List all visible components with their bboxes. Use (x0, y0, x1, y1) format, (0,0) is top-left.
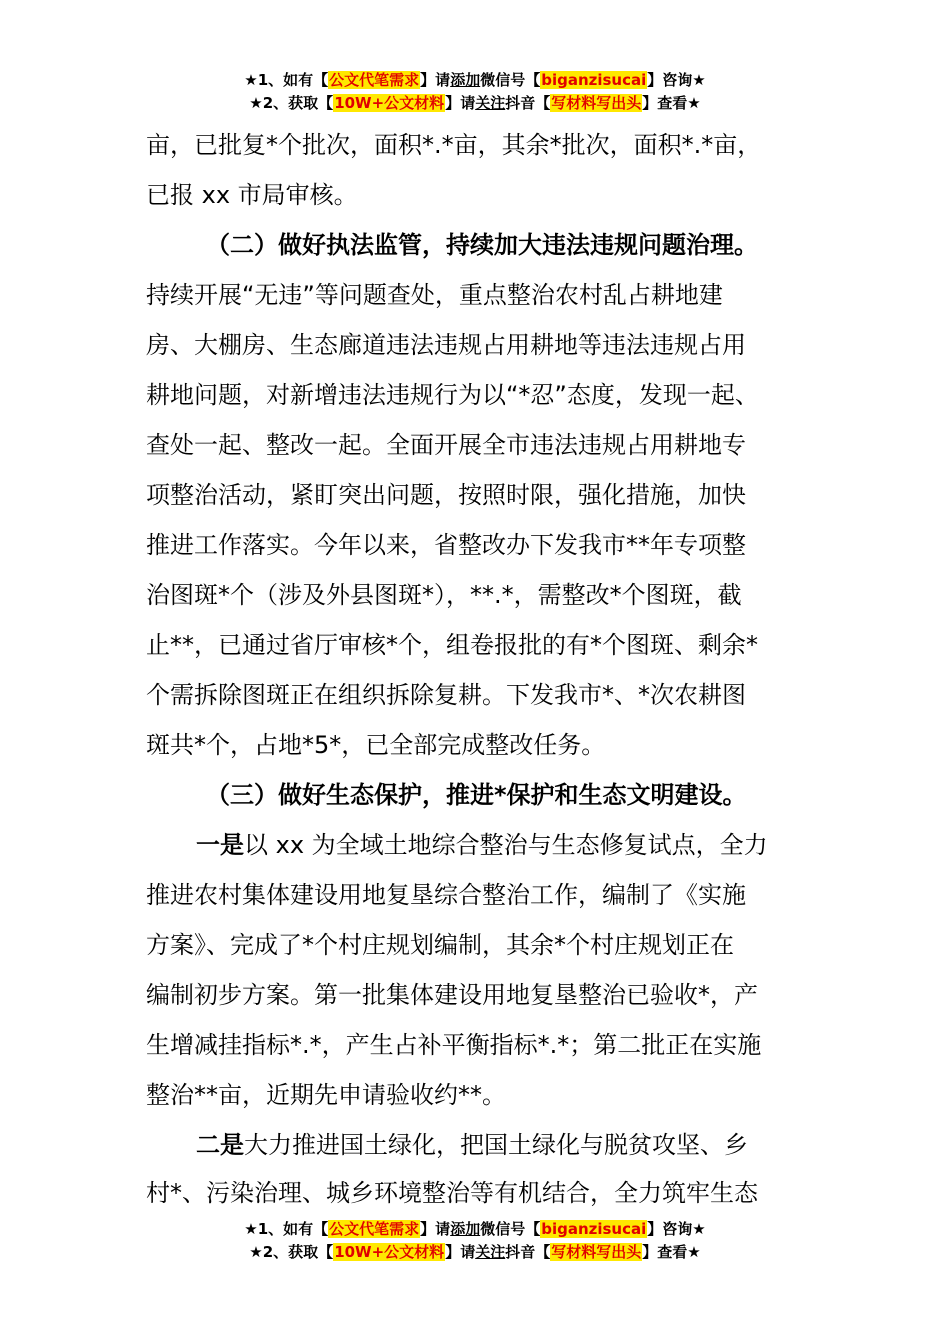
paragraph-line (196, 828, 768, 862)
banner-text: 】咨询★ (647, 1220, 706, 1238)
banner-text: 】请 (445, 94, 476, 112)
paragraph-text: 以 xx 为全域土地综合整治与生态修复试点，全力 (244, 831, 768, 859)
douyin-id-highlight: 写材料写出头 (551, 94, 642, 112)
banner-text: 微信号【 (480, 1220, 541, 1238)
paragraph-line: 项整治活动，紧盯突出问题，按照时限，强化措施，加快 (146, 481, 746, 509)
highlight-label: 10W+公文材料 (334, 94, 445, 112)
paragraph-line: 亩，已批复*个批次，面积*.*亩，其余*批次，面积*.*亩， (146, 131, 762, 159)
paragraph-line: 编制初步方案。第一批集体建设用地复垦整治已验收*，产 (146, 981, 758, 1009)
banner-text: 】请 (445, 1243, 476, 1261)
douyin-id-highlight: 写材料写出头 (551, 1243, 642, 1261)
banner-text: 微信号【 (480, 71, 541, 89)
banner-text: 抖音【 (505, 94, 551, 112)
banner-text: ★2、获取【 (249, 1243, 334, 1261)
wechat-id-highlight: biganzisucai (541, 71, 647, 89)
underlined-text: 添加 (450, 1220, 481, 1238)
highlight-label: 公文代笔需求 (329, 1220, 420, 1238)
paragraph-line: 生增减挂指标*.*，产生占补平衡指标*.*；第二批正在实施 (146, 1031, 762, 1059)
paragraph-line: 耕地问题，对新增违法违规行为以“*忍”态度，发现一起、 (146, 381, 759, 409)
banner-text: 】咨询★ (647, 71, 706, 89)
paragraph-line: 整治**亩，近期先申请验收约**。 (146, 1081, 506, 1109)
paragraph-line: 已报 xx 市局审核。 (146, 181, 358, 209)
paragraph-line: 查处一起、整改一起。全面开展全市违法违规占用耕地专 (146, 431, 746, 459)
footer-banner (0, 1218, 950, 1264)
banner-text: ★1、如有【 (244, 1220, 329, 1238)
paragraph-lead: 二是 (196, 1131, 244, 1159)
paragraph-line: 推进农村集体建设用地复垦综合整治工作，编制了《实施 (146, 881, 746, 909)
banner-text: 】查看★ (642, 94, 701, 112)
paragraph-line (196, 1128, 748, 1162)
banner-line-1 (0, 1218, 950, 1241)
header-banner (0, 69, 950, 115)
paragraph-text: 大力推进国土绿化，把国土绿化与脱贫攻坚、乡 (244, 1131, 748, 1159)
banner-text: ★2、获取【 (249, 94, 334, 112)
banner-text: 】查看★ (642, 1243, 701, 1261)
paragraph-line: 方案》、完成了*个村庄规划编制，其余*个村庄规划正在 (146, 931, 734, 959)
wechat-id-highlight: biganzisucai (541, 1220, 647, 1238)
banner-text: 】请 (420, 71, 451, 89)
paragraph-line: 持续开展“无违”等问题查处，重点整治农村乱占耕地建 (146, 281, 723, 309)
banner-line-1 (0, 69, 950, 92)
paragraph-line: 治图斑*个（涉及外县图斑*），**.*，需整改*个图斑，截 (146, 581, 742, 609)
paragraph-line: 推进工作落实。今年以来，省整改办下发我市**年专项整 (146, 531, 746, 559)
paragraph-lead: 一是 (196, 831, 244, 859)
paragraph-line: 个需拆除图斑正在组织拆除复耕。下发我市*、*次农耕图 (146, 681, 746, 709)
underlined-text: 关注 (475, 94, 506, 112)
banner-text: 】请 (420, 1220, 451, 1238)
underlined-text: 关注 (475, 1243, 506, 1261)
banner-text: ★1、如有【 (244, 71, 329, 89)
section-heading: （二）做好执法监管，持续加大违法违规问题治理。 (206, 231, 758, 259)
highlight-label: 10W+公文材料 (334, 1243, 445, 1261)
banner-line-2 (0, 92, 950, 115)
paragraph-line: 止**，已通过省厅审核*个，组卷报批的有*个图斑、剩余* (146, 631, 758, 659)
paragraph-line: 村*、污染治理、城乡环境整治等有机结合，全力筑牢生态 (146, 1179, 758, 1207)
paragraph-line: 房、大棚房、生态廊道违法违规占用耕地等违法违规占用 (146, 331, 746, 359)
banner-text: 抖音【 (505, 1243, 551, 1261)
section-heading: （三）做好生态保护，推进*保护和生态文明建设。 (206, 781, 747, 809)
paragraph-line: 斑共*个，占地*5*，已全部完成整改任务。 (146, 731, 606, 759)
underlined-text: 添加 (450, 71, 481, 89)
highlight-label: 公文代笔需求 (329, 71, 420, 89)
banner-line-2 (0, 1241, 950, 1264)
